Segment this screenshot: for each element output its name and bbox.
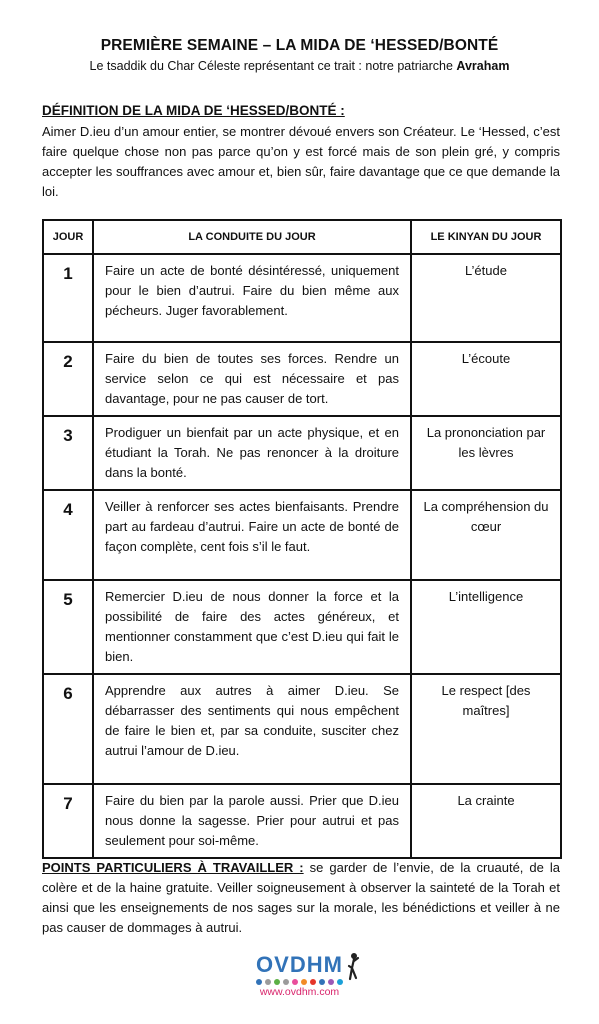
day-number: 3 — [43, 416, 93, 490]
day-conduct: Faire du bien par la parole aussi. Prier que D.ieu nous donne la sagesse. Prier pour autrui et pas seulement pour soi-même. — [93, 784, 411, 858]
day-conduct: Faire un acte de bonté désintéressé, uniquement pour le bien d’autrui. Faire du bien même aux pécheurs. Juger favorablement. — [93, 254, 411, 342]
definition-text: Aimer D.ieu d’un amour entier, se montrer dévoué envers son Créateur. Le ‘Hessed, c’est faire quelque chose non pas parce qu’on y est forcé mais de son plein gré, y compris accepter les souffrances avec amour et, bien sûr, faire davantage que ce que demande la loi. — [42, 124, 560, 199]
logo-dot — [319, 979, 325, 985]
subtitle-text: Le tsaddik du Char Céleste représentant ce trait : notre patriarche — [89, 59, 457, 73]
day-number: 2 — [43, 342, 93, 416]
day-kinyan: La prononciation par les lèvres — [411, 416, 561, 490]
day-number: 4 — [43, 490, 93, 580]
table-row — [43, 416, 561, 490]
page-subtitle — [0, 59, 599, 73]
table-row — [43, 580, 561, 674]
table-header-row — [43, 220, 561, 254]
day-kinyan: Le respect [des maîtres] — [411, 674, 561, 784]
definition-heading: DÉFINITION DE LA MIDA DE ‘HESSED/BONTÉ : — [42, 103, 345, 118]
day-kinyan: L’intelligence — [411, 580, 561, 674]
column-header-day: JOUR — [43, 220, 93, 254]
table-row — [43, 342, 561, 416]
table-row — [43, 490, 561, 580]
day-conduct: Veiller à renforcer ses actes bienfaisants. Prendre part au fardeau d’autrui. Faire un acte de bonté de façon complète, cent fois s’il le faut. — [93, 490, 411, 580]
logo-dot — [301, 979, 307, 985]
logo-dot — [283, 979, 289, 985]
logo-dot — [337, 979, 343, 985]
dancing-figure-icon — [346, 952, 360, 982]
logo-dot — [256, 979, 262, 985]
logo-dot — [310, 979, 316, 985]
logo-dot — [328, 979, 334, 985]
day-conduct: Apprendre aux autres à aimer D.ieu. Se débarrasser des sentiments qui nous empêchent de faire le bien et, par sa conduite, susciter chez autrui l’amour de D.ieu. — [93, 674, 411, 784]
day-number: 6 — [43, 674, 93, 784]
day-number: 7 — [43, 784, 93, 858]
table-row — [43, 674, 561, 784]
table-row — [43, 254, 561, 342]
logo-url: www.ovdhm.com — [259, 986, 340, 998]
day-conduct: Prodiguer un bienfait par un acte physique, et en étudiant la Torah. Ne pas renoncer à la droiture dans la bonté. — [93, 416, 411, 490]
ovdhm-logo — [0, 952, 599, 998]
weekly-conduct-table — [42, 219, 562, 859]
day-number: 5 — [43, 580, 93, 674]
table-row — [43, 784, 561, 858]
day-kinyan: La compréhension du cœur — [411, 490, 561, 580]
day-kinyan: L’étude — [411, 254, 561, 342]
column-header-kinyan: LE KINYAN DU JOUR — [411, 220, 561, 254]
day-conduct: Remercier D.ieu de nous donner la force et la possibilité de faire des actes généreux, et mentionner constamment que c’est D.ieu qui fait le bien. — [93, 580, 411, 674]
logo-dots — [0, 979, 599, 985]
day-conduct: Faire du bien de toutes ses forces. Rendre un service selon ce qui est nécessaire et pas davantage, pour ne pas causer de tort. — [93, 342, 411, 416]
points-section — [42, 858, 560, 938]
day-kinyan: L’écoute — [411, 342, 561, 416]
logo-dot — [292, 979, 298, 985]
points-heading: POINTS PARTICULIERS À TRAVAILLER : — [42, 860, 304, 875]
logo-dot — [274, 979, 280, 985]
logo-dot — [265, 979, 271, 985]
column-header-conduct: LA CONDUITE DU JOUR — [93, 220, 411, 254]
points-text: se garder de l’envie, de la cruauté, de la colère et de la haine gratuite. Veiller soigneusement à observer la sainteté de la Torah et ainsi que les enseignements de nos sages sur la morale, les bénédictions et veiller à ne pas causer de dommages à autrui. — [42, 860, 560, 935]
page-title: PREMIÈRE SEMAINE – LA MIDA DE ‘HESSED/BONTÉ — [100, 37, 499, 54]
patriarch-name: Avraham — [456, 59, 510, 73]
logo-text: OVDHM — [256, 952, 343, 977]
day-kinyan: La crainte — [411, 784, 561, 858]
day-number: 1 — [43, 254, 93, 342]
